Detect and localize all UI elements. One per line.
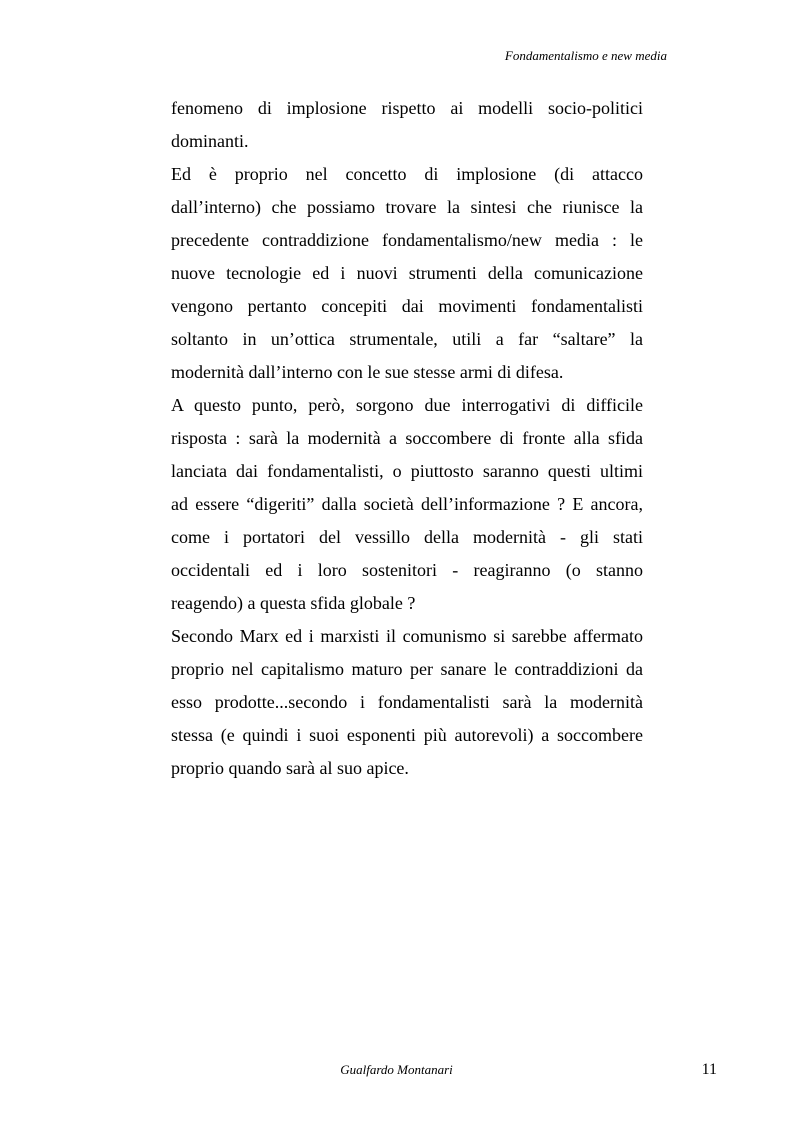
text-line: occidentali ed i loro sostenitori - reagiranno (o stanno [171, 560, 643, 580]
text-line: precedente contraddizione fondamentalismo/new media : le [171, 230, 643, 250]
text-line: lanciata dai fondamentalisti, o piuttosto saranno questi ultimi [171, 461, 643, 481]
text-line: risposta : sarà la modernità a soccombere di fronte alla sfida [171, 428, 643, 448]
footer-author: Gualfardo Montanari [340, 1062, 453, 1077]
body-text [171, 92, 643, 785]
text-line: proprio nel capitalismo maturo per sanare le contraddizioni da [171, 659, 643, 679]
text-line: Secondo Marx ed i marxisti il comunismo si sarebbe affermato [171, 626, 643, 646]
text-line: come i portatori del vessillo della modernità - gli stati [171, 527, 643, 547]
text-line: reagendo) a questa sfida globale ? [171, 593, 416, 613]
text-line: Ed è proprio nel concetto di implosione (di attacco [171, 164, 643, 184]
text-line: esso prodotte...secondo i fondamentalisti sarà la modernità [171, 692, 643, 712]
text-line: modernità dall’interno con le sue stesse armi di difesa. [171, 362, 564, 382]
text-line: ad essere “digeriti” dalla società dell’informazione ? E ancora, [171, 494, 643, 514]
text-line: dall’interno) che possiamo trovare la sintesi che riunisce la [171, 197, 643, 217]
running-header: Fondamentalismo e new media [504, 48, 667, 63]
text-line: vengono pertanto concepiti dai movimenti fondamentalisti [171, 296, 643, 316]
text-line: proprio quando sarà al suo apice. [171, 758, 409, 778]
text-line: stessa (e quindi i suoi esponenti più autorevoli) a soccombere [171, 725, 643, 745]
text-line: fenomeno di implosione rispetto ai modelli socio-politici [171, 98, 643, 118]
text-line: A questo punto, però, sorgono due interrogativi di difficile [171, 395, 643, 415]
text-line: soltanto in un’ottica strumentale, utili a far “saltare” la [171, 329, 643, 349]
page-number: 11 [701, 1061, 717, 1078]
text-line: nuove tecnologie ed i nuovi strumenti della comunicazione [171, 263, 643, 283]
text-line: dominanti. [171, 131, 249, 151]
